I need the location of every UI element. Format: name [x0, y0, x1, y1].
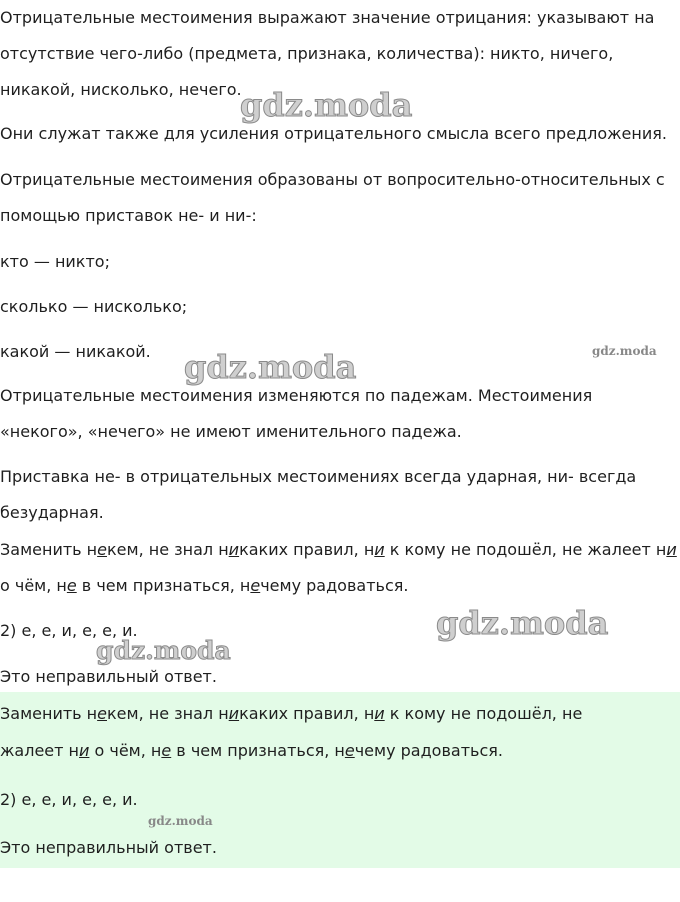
- paragraph-line: Приставка не- в отрицательных местоимениях всегда ударная, ни- всегда: [0, 467, 637, 486]
- answer-line: жалеет ни о чём, не в чем признаться, нечему радоваться.: [0, 741, 503, 760]
- example-line: сколько — нисколько;: [0, 297, 188, 316]
- paragraph-line: никакой, нисколько, нечего.: [0, 80, 242, 99]
- answer-verdict: Это неправильный ответ.: [0, 838, 217, 857]
- example-line: кто — никто;: [0, 252, 110, 271]
- answer-option: 2) е, е, и, е, е, и.: [0, 621, 138, 640]
- paragraph-line: помощью приставок не- и ни-:: [0, 206, 257, 225]
- paragraph-line: отсутствие чего-либо (предмета, признака, количества): никто, ничего,: [0, 44, 614, 63]
- paragraph-line: безударная.: [0, 503, 104, 522]
- paragraph-line: Они служат также для усиления отрицательного смысла всего предложения.: [0, 124, 667, 143]
- answer-line: Заменить некем, не знал никаких правил, ни к кому не подошёл, не: [0, 704, 583, 723]
- answer-option: 2) е, е, и, е, е, и.: [0, 790, 138, 809]
- task-line: Заменить некем, не знал никаких правил, ни к кому не подошёл, не жалеет ни: [0, 540, 677, 559]
- task-line: о чём, не в чем признаться, нечему радоваться.: [0, 576, 409, 595]
- watermark: gdz.moda: [148, 814, 213, 828]
- example-line: какой — никакой.: [0, 342, 151, 361]
- paragraph-line: «некого», «нечего» не имеют именительного падежа.: [0, 422, 462, 441]
- paragraph-line: Отрицательные местоимения выражают значение отрицания: указывают на: [0, 8, 655, 27]
- watermark: gdz.moda: [184, 348, 357, 386]
- watermark: gdz.moda: [240, 86, 413, 124]
- watermark: gdz.moda: [436, 604, 609, 642]
- paragraph-line: Отрицательные местоимения образованы от вопросительно-относительных с: [0, 170, 665, 189]
- paragraph-line: Отрицательные местоимения изменяются по падежам. Местоимения: [0, 386, 593, 405]
- answer-verdict: Это неправильный ответ.: [0, 667, 217, 686]
- watermark: gdz.moda: [592, 344, 657, 358]
- watermark: gdz.moda: [96, 636, 231, 665]
